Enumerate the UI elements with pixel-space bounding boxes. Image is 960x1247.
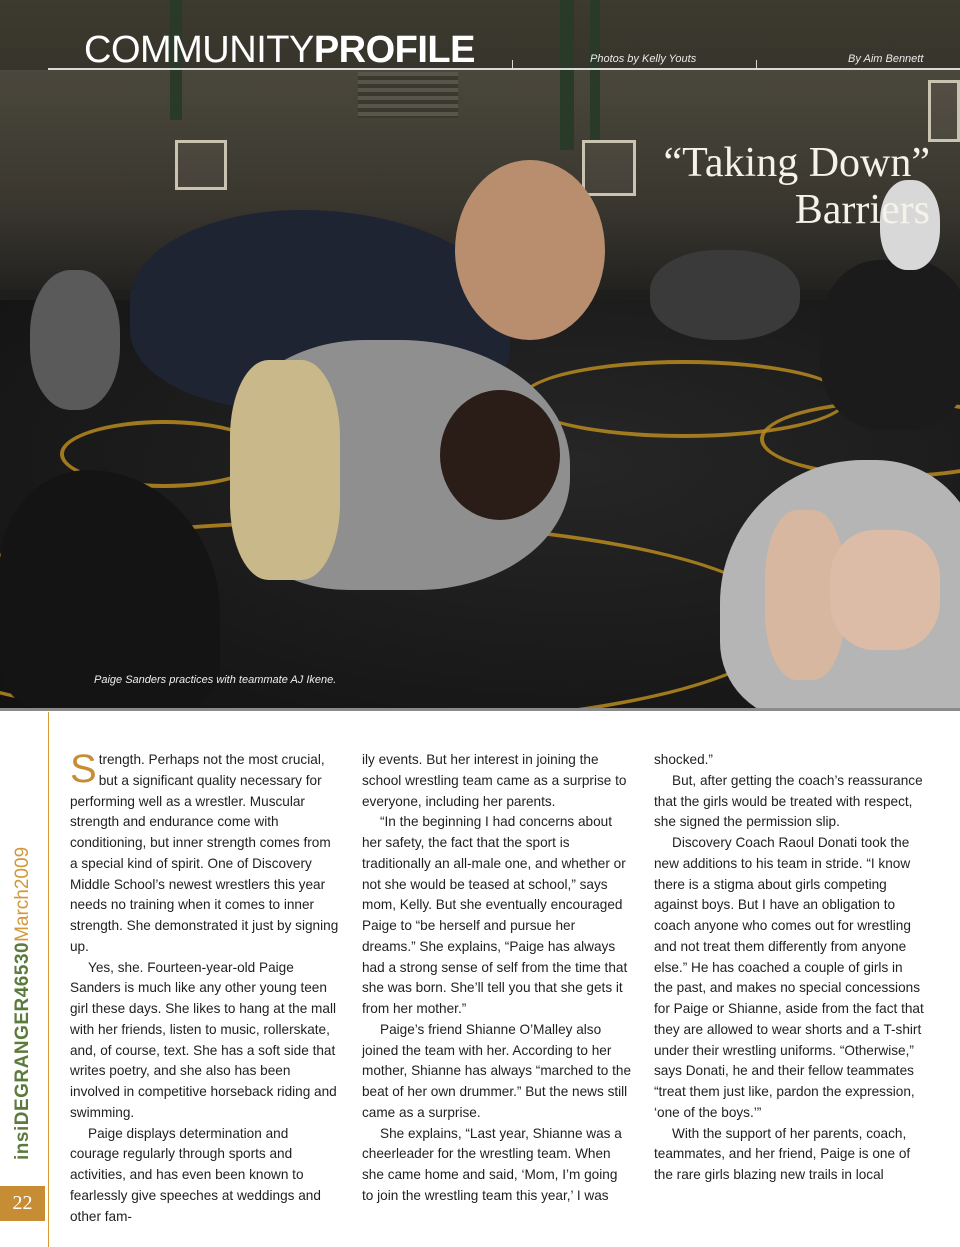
background-wrestler (30, 270, 120, 410)
article-paragraph: “In the beginning I had concerns about her safety, the fact that the sport is traditionally an all-male one, and whether or not she would be teased at school,” says mom, Kelly. But she eventually encouraged Paige to “be herself and pursue her dreams.” She explains, “Paige has always had a strong sense of self from the time that she was born. She’ll tell you that she gets it from her mother.” (362, 814, 628, 1016)
wrestler-top-head (455, 160, 605, 340)
drop-cap: S (70, 747, 97, 791)
paragraph-text: trength. Perhaps not the most crucial, but a significant quality necessary for performing well as a wrestler. Muscular strength and endurance come with conditioning, but inner strength comes from a special kind of spirit. One of Discovery Middle School’s newest wrestlers this year needs no training when it comes to inner strength. She demonstrated it just by signing up. (70, 752, 339, 954)
article-paragraph: Paige displays determination and courage regularly through sports and activities, and has even been known to fearlessly give speeches at weddings and other fam- (70, 1125, 321, 1224)
gym-vent (358, 72, 458, 118)
article-title-line-2: Barriers (794, 187, 930, 233)
article-column-1 (70, 747, 340, 1227)
photo-bottom-rule (0, 708, 960, 711)
article-paragraph: But, after getting the coach’s reassurance that the girls would be treated with respect, she signed the permission slip. (654, 772, 923, 830)
wrestler-bottom-head (440, 390, 560, 520)
article-paragraph: shocked.” (654, 752, 713, 767)
section-header-light: COMMUNITY (84, 29, 314, 71)
basketball-backboard (928, 80, 960, 142)
wrestler-shorts (230, 360, 340, 580)
background-wrestlers (650, 250, 800, 340)
article-title (610, 140, 930, 234)
section-header-bold: PROFILE (313, 29, 475, 71)
header-divider (512, 60, 513, 70)
article-column-3 (654, 750, 924, 1186)
article-paragraph: With the support of her parents, coach, teammates, and her friend, Paige is one of the rare girls blazing new trails in local (654, 1125, 911, 1182)
article-paragraph: She explains, “Last year, Shianne was a cheerleader for the wrestling team. When she came home and said, ‘Mom, I’m going to join the wrestling team this year,’ I was (362, 1125, 622, 1203)
foreground-hand (830, 530, 940, 650)
article-paragraph: Yes, she. Fourteen-year-old Paige Sanders is much like any other young teen girl these days. She likes to hang at the mall with her friends, listen to music, rollerskate, and, of course, text. She has a soft side that writes poetry, and she also has been involved in competitive horseback riding and swimming. (70, 959, 337, 1120)
photo-caption: Paige Sanders practices with teammate AJ Ikene. (94, 674, 337, 686)
article-title-line-1: “Taking Down” (663, 140, 930, 186)
gym-girder (560, 0, 574, 150)
byline: By Aim Bennett (848, 53, 924, 65)
background-wrestler (820, 260, 960, 430)
article-column-2 (362, 750, 632, 1207)
magazine-brand: insiDEGRANGER46530 (12, 941, 33, 1160)
article-paragraph (70, 747, 340, 958)
article-paragraph: Paige’s friend Shianne O’Malley also joined the team with her. According to her mother, Shianne has always “marched to the beat of her own drummer.” But the news still came as a surprise. (362, 1021, 632, 1120)
section-header (84, 28, 475, 72)
photo-credit: Photos by Kelly Youts (590, 53, 697, 65)
article-paragraph: ily events. But her interest in joining the school wrestling team came as a surprise to everyone, including her parents. (362, 752, 627, 809)
article-paragraph: Discovery Coach Raoul Donati took the new additions to his team in stride. “I know there is a stigma about girls competing against boys. But I have an obligation to coach anyone who comes out for wrestling and not treat them differently from anyone else.” He has coached a couple of girls in the past, and makes no special concessions for Paige or Shianne, aside from the fact that they are allowed to wear shorts and a T-shirt under their wrestling uniforms. “Otherwise,” says Donati, he and their fellow teammates “treat them just like, pardon the expression, ‘one of the boys.’” (654, 835, 924, 1120)
header-divider (756, 60, 757, 70)
page-number: 22 (0, 1186, 45, 1221)
gym-girder (590, 0, 600, 140)
issue-date: March2009 (12, 846, 33, 942)
sidebar-rule (48, 712, 49, 1247)
magazine-sidebar (12, 700, 34, 1160)
basketball-backboard (175, 140, 227, 190)
